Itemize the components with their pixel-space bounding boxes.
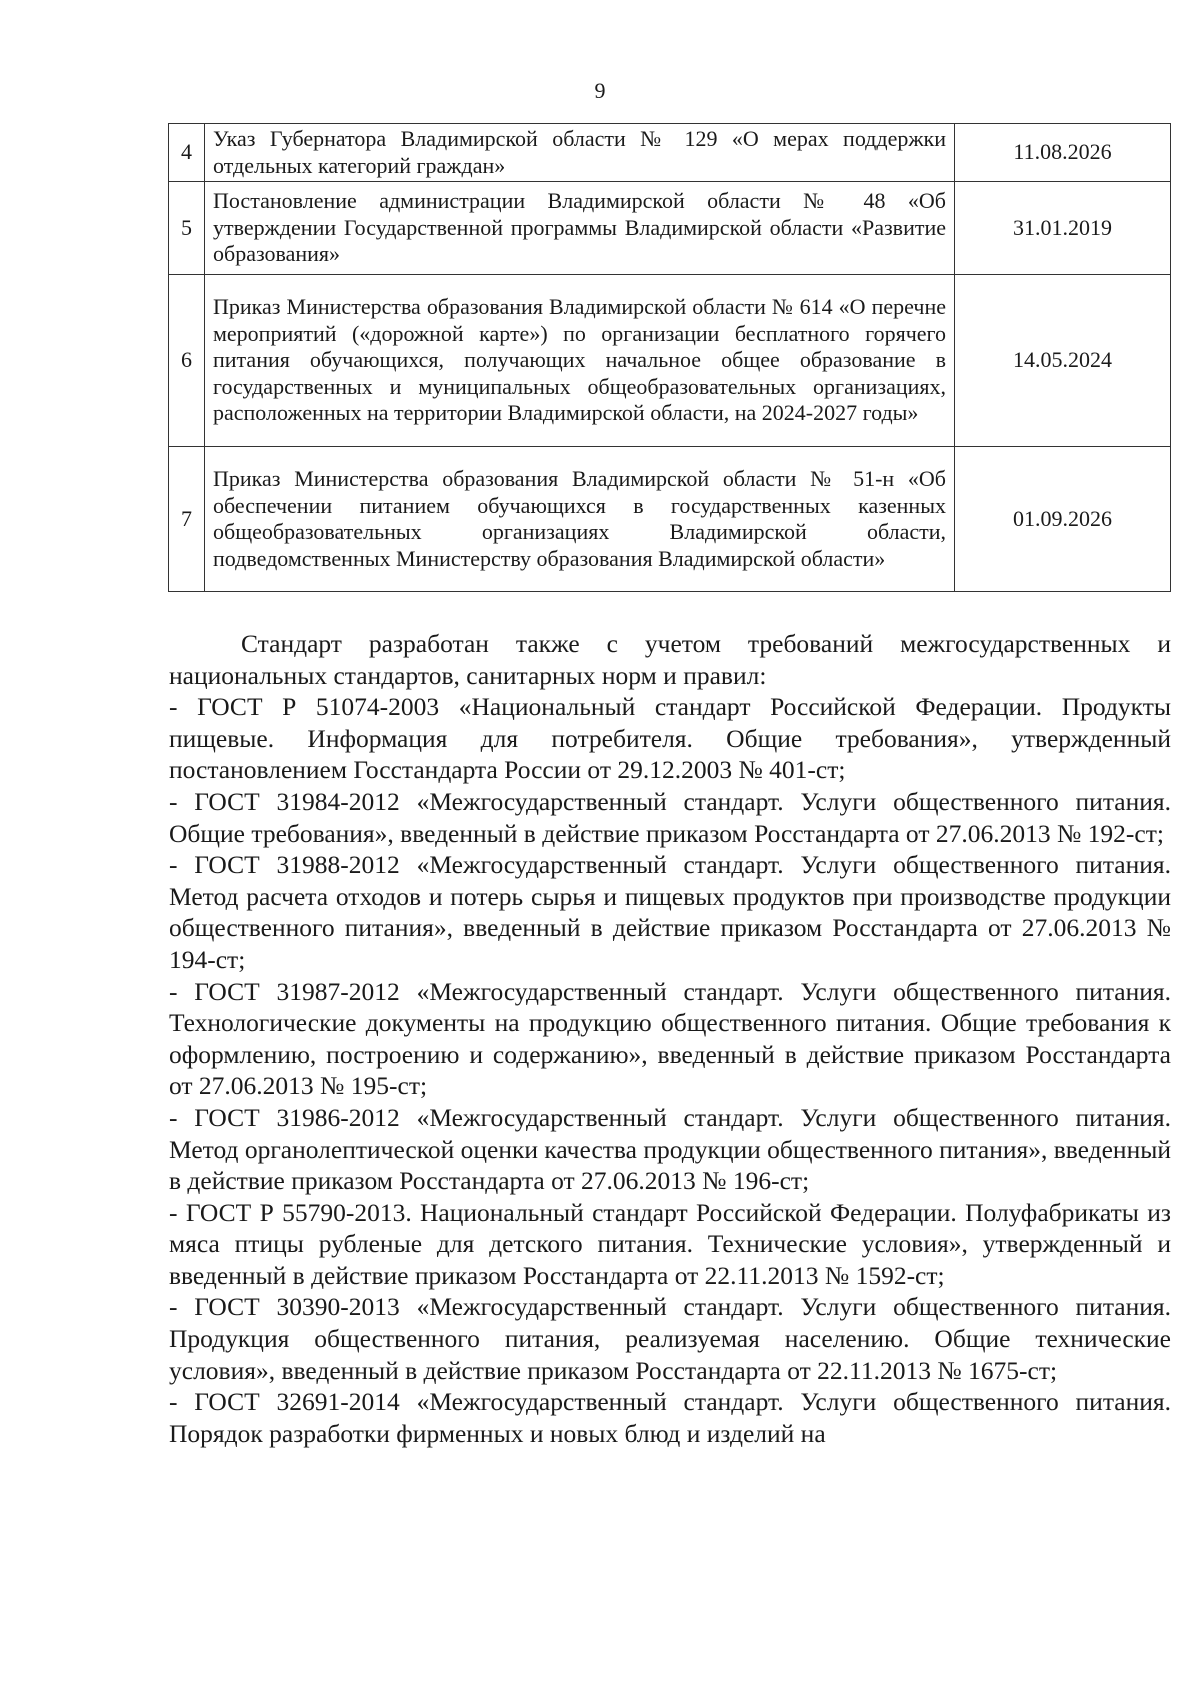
standard-item: - ГОСТ 31987-2012 «Межгосударственный стандарт. Услуги общественного питания. Технологические документы на продукцию общественного питания. Общие требования к оформлению, построению и содержанию», введенный в действие приказом Росстандарта от 27.06.2013 № 195-ст; — [169, 976, 1171, 1101]
page-number: 9 — [594, 78, 606, 103]
table-row — [169, 124, 1171, 182]
document-date: 11.08.2026 — [955, 124, 1171, 182]
row-number: 5 — [169, 182, 205, 275]
document-date: 31.01.2019 — [955, 182, 1171, 275]
standard-item: - ГОСТ 30390-2013 «Межгосударственный стандарт. Услуги общественного питания. Продукция общественного питания, реализуемая населению. Общие технические условия», введенный в действие приказом Росстандарта от 22.11.2013 № 1675-ст; — [169, 1292, 1171, 1385]
document-title: Приказ Министерства образования Владимирской области № 614 «О перечне мероприятий («дорожной карте») по организации бесплатного горячего питания обучающихся, получающих начальное общее образование в государственных и муниципальных общеобразовательных организациях, расположенных на территории Владимирской области, на 2024-2027 годы» — [205, 275, 955, 447]
document-title: Постановление администрации Владимирской области № 48 «Об утверждении Государственной программы Владимирской области «Развитие образования» — [205, 182, 955, 275]
documents-table — [168, 123, 1171, 592]
intro-paragraph: Стандарт разработан также с учетом требований межгосударственных и национальных стандартов, санитарных норм и правил: — [169, 629, 1171, 690]
table-row — [169, 275, 1171, 447]
row-number: 7 — [169, 447, 205, 592]
table-row — [169, 182, 1171, 275]
standard-item: - ГОСТ 32691-2014 «Межгосударственный стандарт. Услуги общественного питания. Порядок разработки фирменных и новых блюд и изделий на — [169, 1387, 1171, 1448]
standard-item: - ГОСТ Р 55790-2013. Национальный стандарт Российской Федерации. Полуфабрикаты из мяса птицы рубленые для детского питания. Технические условия», утвержденный и введенный в действие приказом Росстандарта от 22.11.2013 № 1592-ст; — [169, 1197, 1171, 1290]
document-date: 14.05.2024 — [955, 275, 1171, 447]
standard-item: - ГОСТ 31986-2012 «Межгосударственный стандарт. Услуги общественного питания. Метод органолептической оценки качества продукции общественного питания», введенный в действие приказом Росстандарта от 27.06.2013 № 196-ст; — [169, 1102, 1171, 1196]
standard-item: - ГОСТ 31984-2012 «Межгосударственный стандарт. Услуги общественного питания. Общие требования», введенный в действие приказом Росстандарта от 27.06.2013 № 192-ст; — [169, 786, 1171, 848]
standard-item: - ГОСТ 31988-2012 «Межгосударственный стандарт. Услуги общественного питания. Метод расчета отходов и потерь сырья и пищевых продуктов при производстве продукции общественного питания», введенный в действие приказом Росстандарта от 27.06.2013 № 194-ст; — [169, 850, 1171, 974]
table-row — [169, 447, 1171, 592]
row-number: 4 — [169, 124, 205, 182]
standard-item: - ГОСТ Р 51074-2003 «Национальный стандарт Российской Федерации. Продукты пищевые. Информация для потребителя. Общие требования», утвержденный постановлением Госстандарта России от 29.12.2003 № 401-ст; — [169, 692, 1171, 785]
document-title: Указ Губернатора Владимирской области № 129 «О мерах поддержки отдельных категорий граждан» — [205, 124, 955, 182]
document-date: 01.09.2026 — [955, 447, 1171, 592]
document-title: Приказ Министерства образования Владимирской области № 51-н «Об обеспечении питанием обучающихся в государственных казенных общеобразовательных организациях Владимирской области, подведомственных Министерству образования Владимирской области» — [205, 447, 955, 592]
body-text — [169, 628, 1171, 1449]
row-number: 6 — [169, 275, 205, 447]
